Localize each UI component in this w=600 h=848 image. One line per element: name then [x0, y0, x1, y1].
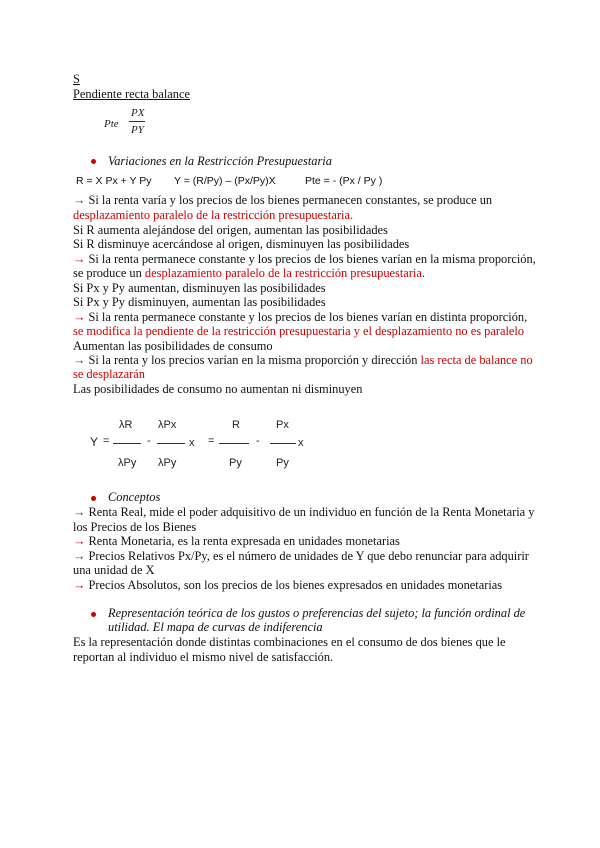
- formula-num-2: λPx: [158, 419, 177, 431]
- equation-y: Y = (R/Py) – (Px/Py)X: [174, 175, 276, 187]
- pte-label: Pte: [104, 118, 119, 130]
- fraction-bar: [113, 443, 141, 444]
- bullet-icon: [91, 159, 96, 164]
- arrow-right-icon: →: [73, 193, 86, 207]
- arrow-right-icon: →: [73, 505, 86, 519]
- page-title: Pendiente recta balance: [73, 87, 190, 101]
- bullet-icon: [91, 612, 96, 617]
- text-line: los Precios de los Bienes: [73, 520, 197, 534]
- pte-numerator: PX: [131, 107, 145, 119]
- text-line: Es la representación donde distintas combinaciones en el consumo de dos bienes que le: [73, 635, 506, 649]
- concept-precios-absolutos: → Precios Absolutos, son los precios de los bienes expresados en unidades monetarias: [73, 578, 503, 592]
- section-mark: S: [73, 72, 80, 86]
- formula-num-1: λR: [119, 419, 133, 431]
- section-heading-preferencias: Representación teórica de los gustos o preferencias del sujeto; la función ordinal de: [108, 606, 526, 620]
- equation-slope: Pte = - (Px / Py ): [305, 175, 383, 187]
- text-line: una unidad de X: [73, 563, 155, 577]
- formula-num-4: Px: [276, 419, 289, 431]
- concept-precios-relativos: → Precios Relativos Px/Py, es el número de unidades de Y que debo renunciar para adquirir: [73, 549, 529, 563]
- formula-equals: =: [103, 435, 110, 447]
- text-line: Si R disminuye acercándose al origen, disminuyen las posibilidades: [73, 237, 410, 251]
- formula-den-1: λPy: [118, 457, 137, 469]
- fraction-bar: [219, 443, 249, 444]
- bullet-icon: [91, 496, 96, 501]
- fraction-bar: [157, 443, 185, 444]
- text-line: reportan al individuo el mismo nivel de satisfacción.: [73, 650, 334, 664]
- equation-budget: R = X Px + Y Py: [76, 175, 152, 187]
- paragraph-3: → Si la renta permanece constante y los precios de los bienes varían en distinta proporción,: [73, 310, 528, 324]
- pte-denominator: PY: [131, 124, 144, 136]
- arrow-right-icon: →: [73, 578, 86, 592]
- text-line: Si Px y Py disminuyen, aumentan las posibilidades: [73, 295, 326, 309]
- text-line: Si R aumenta alejándose del origen, aumentan las posibilidades: [73, 223, 388, 237]
- formula-y: Y: [90, 435, 99, 449]
- paragraph-2-cont: se produce un desplazamiento paralelo de la restricción presupuestaria.: [73, 266, 425, 280]
- text-line: Si Px y Py aumentan, disminuyen las posibilidades: [73, 281, 326, 295]
- arrow-right-icon: →: [73, 353, 86, 367]
- formula-den-2: λPy: [158, 457, 177, 469]
- arrow-right-icon: →: [73, 252, 86, 266]
- paragraph-2: → Si la renta permanece constante y los precios de los bienes varían en la misma proporción,: [73, 252, 536, 266]
- section-heading-preferencias-cont: utilidad. El mapa de curvas de indiferencia: [108, 620, 323, 634]
- fraction-bar: [270, 443, 296, 444]
- paragraph-4: → Si la renta y los precios varían en la misma proporción y dirección las recta de balance no: [73, 353, 533, 367]
- formula-den-4: Py: [276, 457, 289, 469]
- arrow-right-icon: →: [73, 310, 86, 324]
- formula-minus: -: [256, 435, 260, 447]
- fraction-bar: [129, 121, 145, 122]
- paragraph-1-highlight: desplazamiento paralelo de la restricción presupuestaria.: [73, 208, 354, 222]
- section-heading-conceptos: Conceptos: [108, 490, 161, 504]
- arrow-right-icon: →: [73, 549, 86, 563]
- formula-x: x: [189, 437, 195, 449]
- formula-den-3: Py: [229, 457, 242, 469]
- text-line: Las posibilidades de consumo no aumentan ni disminuyen: [73, 382, 363, 396]
- concept-renta-monetaria: → Renta Monetaria, es la renta expresada en unidades monetarias: [73, 534, 400, 548]
- concept-renta-real: → Renta Real, mide el poder adquisitivo de un individuo en función de la Renta Monetaria y: [73, 505, 535, 519]
- text-line: Aumentan las posibilidades de consumo: [73, 339, 273, 353]
- arrow-right-icon: →: [73, 534, 86, 548]
- paragraph-4-highlight: se desplazarán: [73, 367, 145, 381]
- formula-minus: -: [147, 435, 151, 447]
- formula-num-3: R: [232, 419, 240, 431]
- paragraph-1: → Si la renta varía y los precios de los bienes permanecen constantes, se produce un: [73, 193, 493, 207]
- formula-x: x: [298, 437, 304, 449]
- section-heading-variaciones: Variaciones en la Restricción Presupuestaria: [108, 154, 332, 168]
- formula-equals: =: [208, 435, 215, 447]
- paragraph-3-highlight: se modifica la pendiente de la restricción presupuestaria y el desplazamiento no es paralelo: [73, 324, 525, 338]
